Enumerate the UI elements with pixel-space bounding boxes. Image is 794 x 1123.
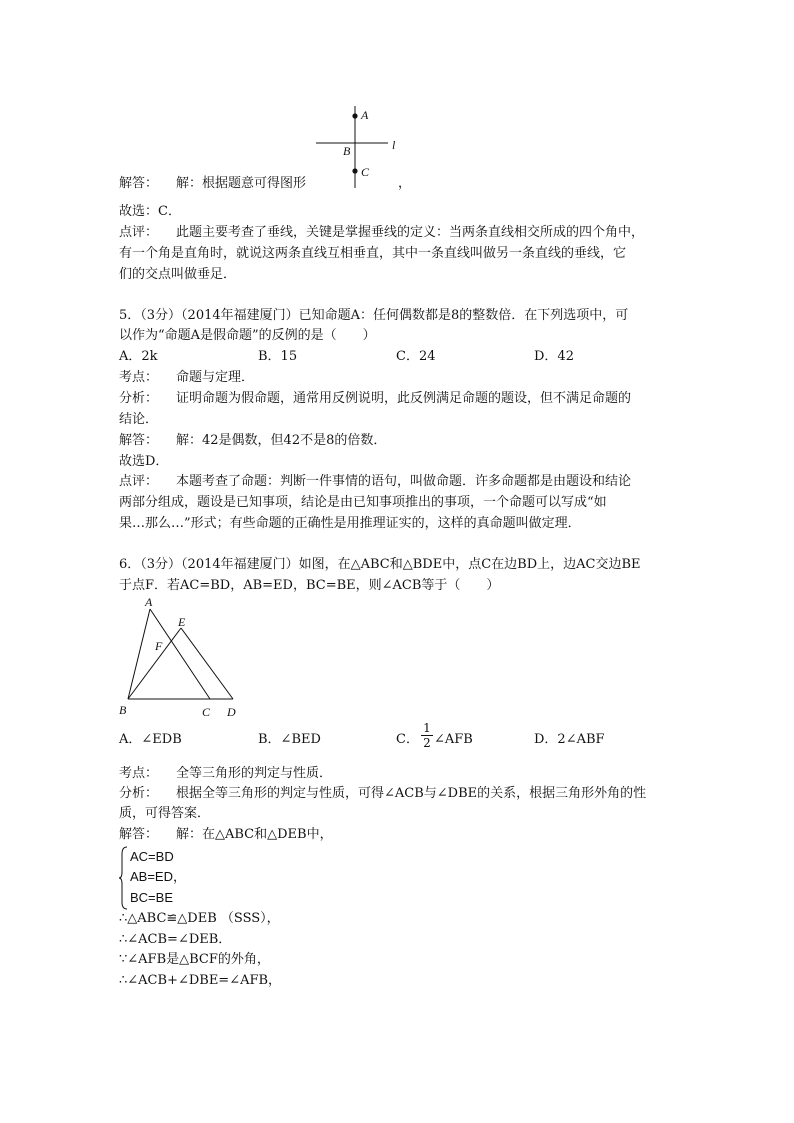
- q5-answer: 解：42是偶数，但42不是8的倍数．: [176, 433, 387, 448]
- segment-ab: [128, 609, 150, 699]
- q5-choice: 故选D．: [119, 454, 169, 469]
- q6-analysis-line2: 质，可得答案．: [119, 806, 211, 821]
- label-b: B: [119, 703, 127, 717]
- q5-stem-line2: 以作为“命题A是假命题”的反例的是（ ）: [119, 328, 376, 343]
- q5-stem-line1: 5．（3分）（2014年福建厦门）已知命题A：任何偶数都是8的整数倍．在下列选项中，可: [119, 308, 629, 323]
- q6-step-1: ∴△ABC≌△DEB （SSS），: [119, 911, 280, 926]
- label-e: E: [178, 615, 186, 629]
- label-a: A: [145, 595, 153, 609]
- q4-answer-label: 解答：: [119, 176, 159, 191]
- label-b: B: [343, 144, 351, 158]
- fraction-denominator: 2: [423, 736, 431, 750]
- q5-option-d: D．42: [534, 349, 574, 364]
- q4-answer-text: 解：根据题意可得图形: [176, 176, 307, 191]
- q6-answer-label: 解答：: [119, 827, 159, 842]
- q4-choice: 故选：C．: [119, 204, 181, 219]
- q6-step-2: ∴∠ACB=∠DEB．: [119, 932, 232, 947]
- q5-option-b: B．15: [258, 349, 298, 364]
- q6-system-eq1: AC=BD: [130, 849, 174, 864]
- q6-option-a: A．∠EDB: [119, 732, 182, 747]
- q6-option-c-fraction: [421, 722, 433, 749]
- q4-answer-tail: ，: [398, 176, 412, 191]
- q6-answer-intro: 解：在△ABC和△DEB中，: [176, 827, 333, 842]
- triangle-figure: [114, 594, 244, 722]
- fraction-numerator: 1: [421, 722, 433, 736]
- q6-option-c-suffix: ∠AFB: [434, 732, 473, 747]
- q5-answer-label: 解答：: [119, 433, 159, 448]
- q6-step-3: ∵∠AFB是△BCF的外角，: [119, 952, 270, 967]
- q6-system-eq2: AB=ED，: [130, 869, 186, 884]
- q4-comment-line3: 们的交点叫做垂足．: [119, 267, 237, 282]
- q4-comment-label: 点评：: [119, 225, 159, 240]
- q6-topic: 全等三角形的判定与性质．: [176, 766, 333, 781]
- q5-option-a: A．2k: [119, 349, 158, 364]
- q6-step-4: ∴∠ACB+∠DBE=∠AFB，: [119, 973, 282, 988]
- q5-option-c: C．24: [396, 349, 436, 364]
- label-a: A: [361, 108, 369, 122]
- q6-option-b: B．∠BED: [258, 732, 321, 747]
- q5-topic-label: 考点：: [119, 370, 159, 385]
- q6-option-d: D．2∠ABF: [534, 732, 605, 747]
- q6-topic-label: 考点：: [119, 766, 159, 781]
- segment-ed: [181, 628, 233, 699]
- perpendicular-figure: [310, 104, 410, 192]
- q5-analysis-line2: 结论．: [119, 412, 159, 427]
- point-a: [352, 113, 357, 118]
- label-d: D: [227, 705, 236, 719]
- label-f: F: [155, 639, 163, 653]
- point-c: [352, 168, 357, 173]
- system-brace: [119, 846, 129, 910]
- q6-analysis-label: 分析：: [119, 786, 159, 801]
- q6-analysis-line1: 根据全等三角形的判定与性质，可得∠ACB与∠DBE的关系，根据三角形外角的性: [176, 786, 647, 801]
- q5-topic: 命题与定理．: [176, 370, 255, 385]
- q5-comment-label: 点评：: [119, 474, 159, 489]
- q6-option-c-prefix: C．: [396, 732, 419, 747]
- q6-stem-line2: 于点F．若AC=BD，AB=ED，BC=BE，则∠ACB等于（ ）: [119, 578, 500, 593]
- q5-comment-line2: 两部分组成，题设是已知事项，结论是由已知事项推出的事项，一个命题可以写成“如: [119, 495, 607, 510]
- q5-analysis-label: 分析：: [119, 391, 159, 406]
- q6-stem-line1: 6．（3分）（2014年福建厦门）如图，在△ABC和△BDE中，点C在边BD上，边AC交边BE: [119, 557, 641, 572]
- label-c: C: [361, 165, 370, 179]
- label-c: C: [202, 705, 211, 719]
- q5-comment-line3: 果…那么…”形式；有些命题的正确性是用推理证实的，这样的真命题叫做定理．: [119, 516, 581, 531]
- q6-system-eq3: BC=BE: [130, 890, 173, 905]
- q4-comment-line1: 此题主要考查了垂线，关键是掌握垂线的定义：当两条直线相交所成的四个角中，: [176, 225, 645, 240]
- label-l: l: [392, 138, 396, 152]
- q5-analysis-line1: 证明命题为假命题，通常用反例说明，此反例满足命题的题设，但不满足命题的: [176, 391, 632, 406]
- q5-comment-line1: 本题考查了命题：判断一件事情的语句，叫做命题．许多命题都是由题设和结论: [176, 474, 632, 489]
- q4-comment-line2: 有一个角是直角时，就说这两条直线互相垂直，其中一条直线叫做另一条直线的垂线，它: [119, 246, 627, 261]
